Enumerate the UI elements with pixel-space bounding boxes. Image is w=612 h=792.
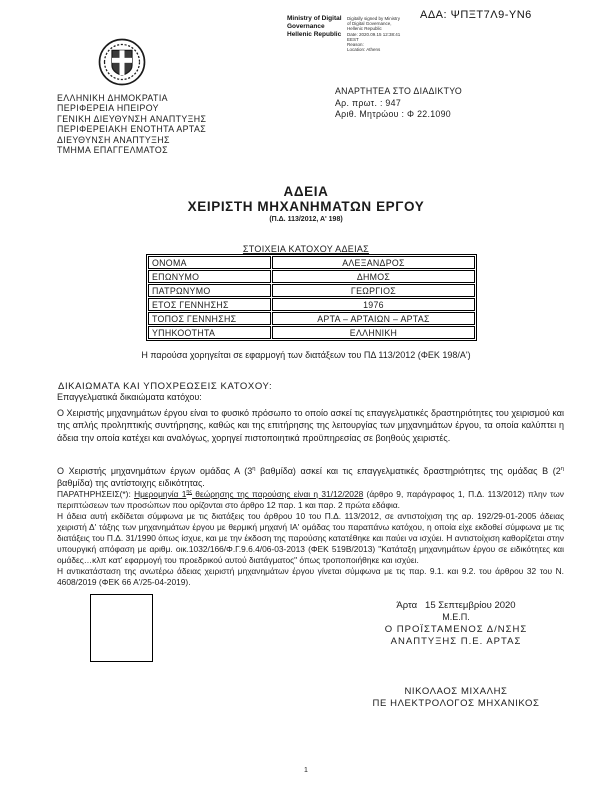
ada-code: ΑΔΑ: ΨΠΞΤ7Λ9-ΥΝ6 <box>420 9 532 21</box>
photo-placeholder-box <box>90 594 153 662</box>
signatory-name: ΝΙΚΟΛΑΟΣ ΜΙΧΑΛΗΣ <box>404 686 508 697</box>
signature-detail-line: Digitally signed by Ministry <box>347 16 401 21</box>
field-label: ΥΠΗΚΟΟΤΗΤΑ <box>148 326 271 339</box>
hellenic-republic-emblem-icon <box>97 37 147 87</box>
table-row <box>148 284 475 297</box>
holder-details-table <box>146 254 477 341</box>
superscript: ης <box>186 489 193 496</box>
internet-posting-notice: ΑΝΑΡΤΗΤΕΑ ΣΤΟ ΔΙΑΔΙΚΤΥΟ <box>335 86 463 96</box>
paragraph-segment: βαθμίδα) ασκεί και τις επαγγελματικές δραστηριότητες της ομάδας Β (2 <box>255 466 561 476</box>
signature-detail-line: of Digital Governance, <box>347 21 392 27</box>
ministry-name-line: Hellenic Republic <box>287 31 342 38</box>
registry-number: Αριθ. Μητρώου : Φ 22.1090 <box>335 109 451 119</box>
rights-paragraph-1: Ο Χειριστής μηχανημάτων έργου είναι το φυσικό πρόσωπο το οποίο ασκεί τις επαγγελματικές δραστηριότητες του χειρισμού και της απλής προληπτικής συντήρησης, καθώς και της επιτήρησης της λειτουργίας των μηχανημάτων έργου, τα οποία καλύπτει η άδεια την οποία κατέχει και αναλόγως, χορηγεί πιστοποιητικά προϋπηρεσίας σε βοηθούς χειριστές. <box>57 408 564 443</box>
field-value: ΔΗΜΟΣ <box>272 270 475 283</box>
table-row <box>148 312 475 325</box>
field-value: ΓΕΩΡΓΙΟΣ <box>272 284 475 297</box>
issuer-line: ΕΛΛΗΝΙΚΗ ΔΗΜΟΚΡΑΤΙΑ <box>57 93 168 103</box>
issuer-line: ΠΕΡΙΦΕΡΕΙΑΚΗ ΕΝΟΤΗΤΑ ΑΡΤΑΣ <box>57 124 207 135</box>
rights-heading: ΔΙΚΑΙΩΜΑΤΑ ΚΑΙ ΥΠΟΧΡΕΩΣΕΙΣ ΚΑΤΟΧΟΥ: <box>58 381 273 392</box>
ministry-name-line: Ministry of Digital <box>287 15 342 22</box>
digital-signature-details <box>347 16 419 52</box>
signature-detail-line: Location: Athens <box>347 47 381 53</box>
paragraph-segment: Ο Χειριστής μηχανημάτων έργων ομάδας Α (3 <box>57 466 253 476</box>
issuer-line: ΓΕΝΙΚΗ ΔΙΕΥΘΥΝΣΗ ΑΝΑΠΤΥΞΗΣ <box>57 113 207 124</box>
signatory-role-line1: Ο ΠΡΟΪΣΤΑΜΕΝΟΣ Δ/ΝΣΗΣ <box>384 624 528 635</box>
signature-detail-line: Reason: <box>347 42 364 48</box>
remarks-block <box>57 489 564 588</box>
ministry-name-line: Governance <box>287 23 325 30</box>
paragraph-segment: βαθμίδα) της αντίστοιχης ειδικότητας. <box>57 478 205 489</box>
issuer-line: ΠΕΡΙΦΕΡΕΙΑ ΗΠΕΙΡΟΥ <box>57 103 159 114</box>
superscript: η <box>252 466 256 472</box>
remarks-label: ΠΑΡΑΤΗΡΗΣΕΙΣ(*): <box>57 489 135 499</box>
field-label: ΤΟΠΟΣ ΓΕΝΝΗΣΗΣ <box>148 312 271 325</box>
ministry-signature-name <box>287 15 345 39</box>
table-row <box>148 298 475 311</box>
rights-paragraph-2 <box>57 465 564 490</box>
grant-statement: Η παρούσα χορηγείται σε εφαρμογή των διατάξεων του ΠΔ 113/2012 (ΦΕΚ 198/Α') <box>141 350 471 360</box>
field-label: ΕΤΟΣ ΓΕΝΝΗΣΗΣ <box>148 298 271 311</box>
issuer-line: ΤΜΗΜΑ ΕΠΑΓΓΕΛΜΑΤΟΣ <box>57 145 168 156</box>
signatory-role-line2: ΑΝΑΠΤΥΞΗΣ Π.Ε. ΑΡΤΑΣ <box>390 636 522 647</box>
protocol-number: Αρ. πρωτ. : 947 <box>335 97 402 108</box>
document-title-line1: ΑΔΕΙΑ <box>283 184 329 199</box>
field-label: ΕΠΩΝΥΜΟ <box>148 270 271 283</box>
remark-3: Η αντικατάσταση της ανωτέρω άδειας χειριστή μηχανημάτων έργου γίνεται σύμφωνα με τις παρ. 9.1. και 9.2. του άρθρου 32 του Ν. 4608/2019 (ΦΕΚ 66 Α'/25-04-2019). <box>57 566 564 587</box>
field-label: ΠΑΤΡΩΝΥΜΟ <box>148 284 271 297</box>
signature-detail-line: Date: 2020.09.15 12:38:41 <box>347 31 401 37</box>
field-label: ΟΝΟΜΑ <box>148 256 271 269</box>
mep-abbreviation: Μ.Ε.Π. <box>442 612 470 622</box>
remark-1 <box>57 489 564 511</box>
remark-segment: (άρθρο 9, παράγραφος 1, Π.Δ. 113/2012) πλην των περιπτώσεων των προσώπων που ορίζονται στο άρθρο 12 παρ. 1 και παρ. 2 πρώτα εδάφια. <box>57 489 564 510</box>
issuing-authority-block <box>57 93 206 155</box>
table-row <box>148 256 475 269</box>
remark-underlined-segment: Ημερομηνία 1 <box>134 489 187 499</box>
protocol-block <box>335 86 462 121</box>
remark-2: Η άδεια αυτή εκδίδεται σύμφωνα με τις διατάξεις του άρθρου 10 του Π.Δ. 113/2012, σε αντιστοίχιση της αρ. 192/29-01-2005 άδειας χειριστή Δ' τάξης των μηχανημάτων έργου με θερμική μηχανή ΙΑ' ομάδας του παραπάνω κατόχου, η οποία είχε εκδοθεί σύμφωνα με τις διατάξεις του Π.Δ. 31/1990 όπως ίσχυε, και με την έκδοση της παρούσης κατατέθηκε και παύει να ισχύει. Η αντιστοίχιση καθορίζεται στην υπουργική απόφαση με αριθμ. οικ.1032/166/Φ.Γ.9.6.4/06-03-2013 (ΦΕΚ 519Β/2013) "Κατάταξη μηχανημάτων έργου σε ειδικότητες και ομάδες…κλπ κατ' εφαρμογή του προεδρικού αυτού διατάγματος" όπως τροποποιήθηκε και ισχύει. <box>57 511 564 565</box>
field-value: 1976 <box>272 298 475 311</box>
signatory-title: ΠΕ ΗΛΕΚΤΡΟΛΟΓΟΣ ΜΗΧΑΝΙΚΟΣ <box>372 698 540 709</box>
document-title-line2: ΧΕΙΡΙΣΤΗ ΜΗΧΑΝΗΜΑΤΩΝ ΕΡΓΟΥ <box>187 199 425 214</box>
table-row <box>148 270 475 283</box>
issuer-line: ΔΙΕΥΘΥΝΣΗ ΑΝΑΠΤΥΞΗΣ <box>57 134 170 145</box>
place-and-date: Άρτα 15 Σεπτεμβρίου 2020 <box>396 600 516 611</box>
table-row <box>148 326 475 339</box>
field-value: ΑΡΤΑ – ΑΡΤΑΙΩΝ – ΑΡΤΑΣ <box>272 312 475 325</box>
holder-table-heading: ΣΤΟΙΧΕΙΑ ΚΑΤΟΧΟΥ ΑΔΕΙΑΣ <box>242 244 370 254</box>
signature-detail-line: Hellenic Republic <box>347 26 382 32</box>
page-number: 1 <box>304 767 308 774</box>
signature-detail-line: EEST <box>347 36 359 42</box>
field-value: ΕΛΛΗΝΙΚΗ <box>272 326 475 339</box>
rights-subheading: Επαγγελματικά δικαιώματα κατόχου: <box>57 392 202 402</box>
superscript: η <box>560 466 564 472</box>
field-value: ΑΛΕΞΑΝΔΡΟΣ <box>272 256 475 269</box>
document-title-legal-ref: (Π.Δ. 113/2012, Α' 198) <box>269 216 343 223</box>
remark-underlined-segment: θεώρησης της παρούσης είναι η 31/12/2028 <box>192 489 364 499</box>
